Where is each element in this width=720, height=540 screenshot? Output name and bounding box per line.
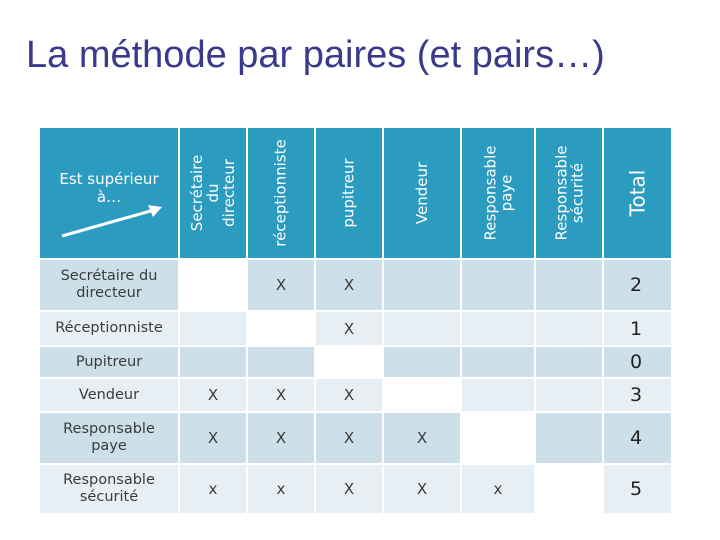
table-cell: [462, 260, 534, 310]
table-cell: [180, 347, 246, 377]
arrow-icon: [58, 200, 168, 240]
table-cell: [384, 379, 460, 411]
col-header-responsable-securite: Responsable sécurité: [536, 128, 602, 258]
total-cell: 2: [604, 260, 671, 310]
table-cell: X: [248, 379, 314, 411]
table-cell: X: [384, 413, 460, 463]
col-header-vendeur: Vendeur: [384, 128, 460, 258]
table-cell: [384, 312, 460, 345]
table-cell: X: [316, 379, 382, 411]
row-label-vendeur: Vendeur: [40, 379, 178, 411]
table-cell: [536, 413, 602, 463]
table-cell: X: [316, 465, 382, 513]
table-cell: [462, 347, 534, 377]
row-label-secretaire: Secrétaire du directeur: [40, 260, 178, 310]
total-cell: 5: [604, 465, 671, 513]
table-cell: X: [248, 260, 314, 310]
table-cell: [248, 347, 314, 377]
total-cell: 0: [604, 347, 671, 377]
table-cell: X: [316, 312, 382, 345]
table-cell: [384, 347, 460, 377]
table-cell: X: [180, 413, 246, 463]
table-cell: [536, 347, 602, 377]
table-cell: X: [180, 379, 246, 411]
table-cell: [462, 312, 534, 345]
col-header-receptionniste: réceptionniste: [248, 128, 314, 258]
table-cell: x: [180, 465, 246, 513]
slide-title: La méthode par paires (et pairs…): [26, 34, 605, 76]
table-cell: [316, 347, 382, 377]
row-label-responsable-securite: Responsable sécurité: [40, 465, 178, 513]
table-cell: x: [462, 465, 534, 513]
table-cell: [384, 260, 460, 310]
table-cell: X: [316, 413, 382, 463]
table-cell: X: [316, 260, 382, 310]
row-label-pupitreur: Pupitreur: [40, 347, 178, 377]
table-cell: x: [248, 465, 314, 513]
total-cell: 3: [604, 379, 671, 411]
col-header-secretaire: Secrétaire du directeur: [180, 128, 246, 258]
table-cell: [248, 312, 314, 345]
comparison-table: [40, 128, 671, 513]
table-cell: [536, 312, 602, 345]
table-cell: [462, 379, 534, 411]
table-cell: [536, 465, 602, 513]
table-cell: [462, 413, 534, 463]
col-header-responsable-paye: Responsable paye: [462, 128, 534, 258]
row-label-responsable-paye: Responsable paye: [40, 413, 178, 463]
row-label-receptionniste: Réceptionniste: [40, 312, 178, 345]
col-header-pupitreur: pupitreur: [316, 128, 382, 258]
col-header-total: Total: [604, 128, 671, 258]
corner-label: Est supérieur à…: [59, 170, 159, 206]
table-cell: [536, 379, 602, 411]
table-cell: [536, 260, 602, 310]
table-cell: X: [248, 413, 314, 463]
table-cell: [180, 260, 246, 310]
table-cell: X: [384, 465, 460, 513]
total-cell: 1: [604, 312, 671, 345]
header-corner: [40, 128, 178, 258]
table-cell: [180, 312, 246, 345]
total-cell: 4: [604, 413, 671, 463]
